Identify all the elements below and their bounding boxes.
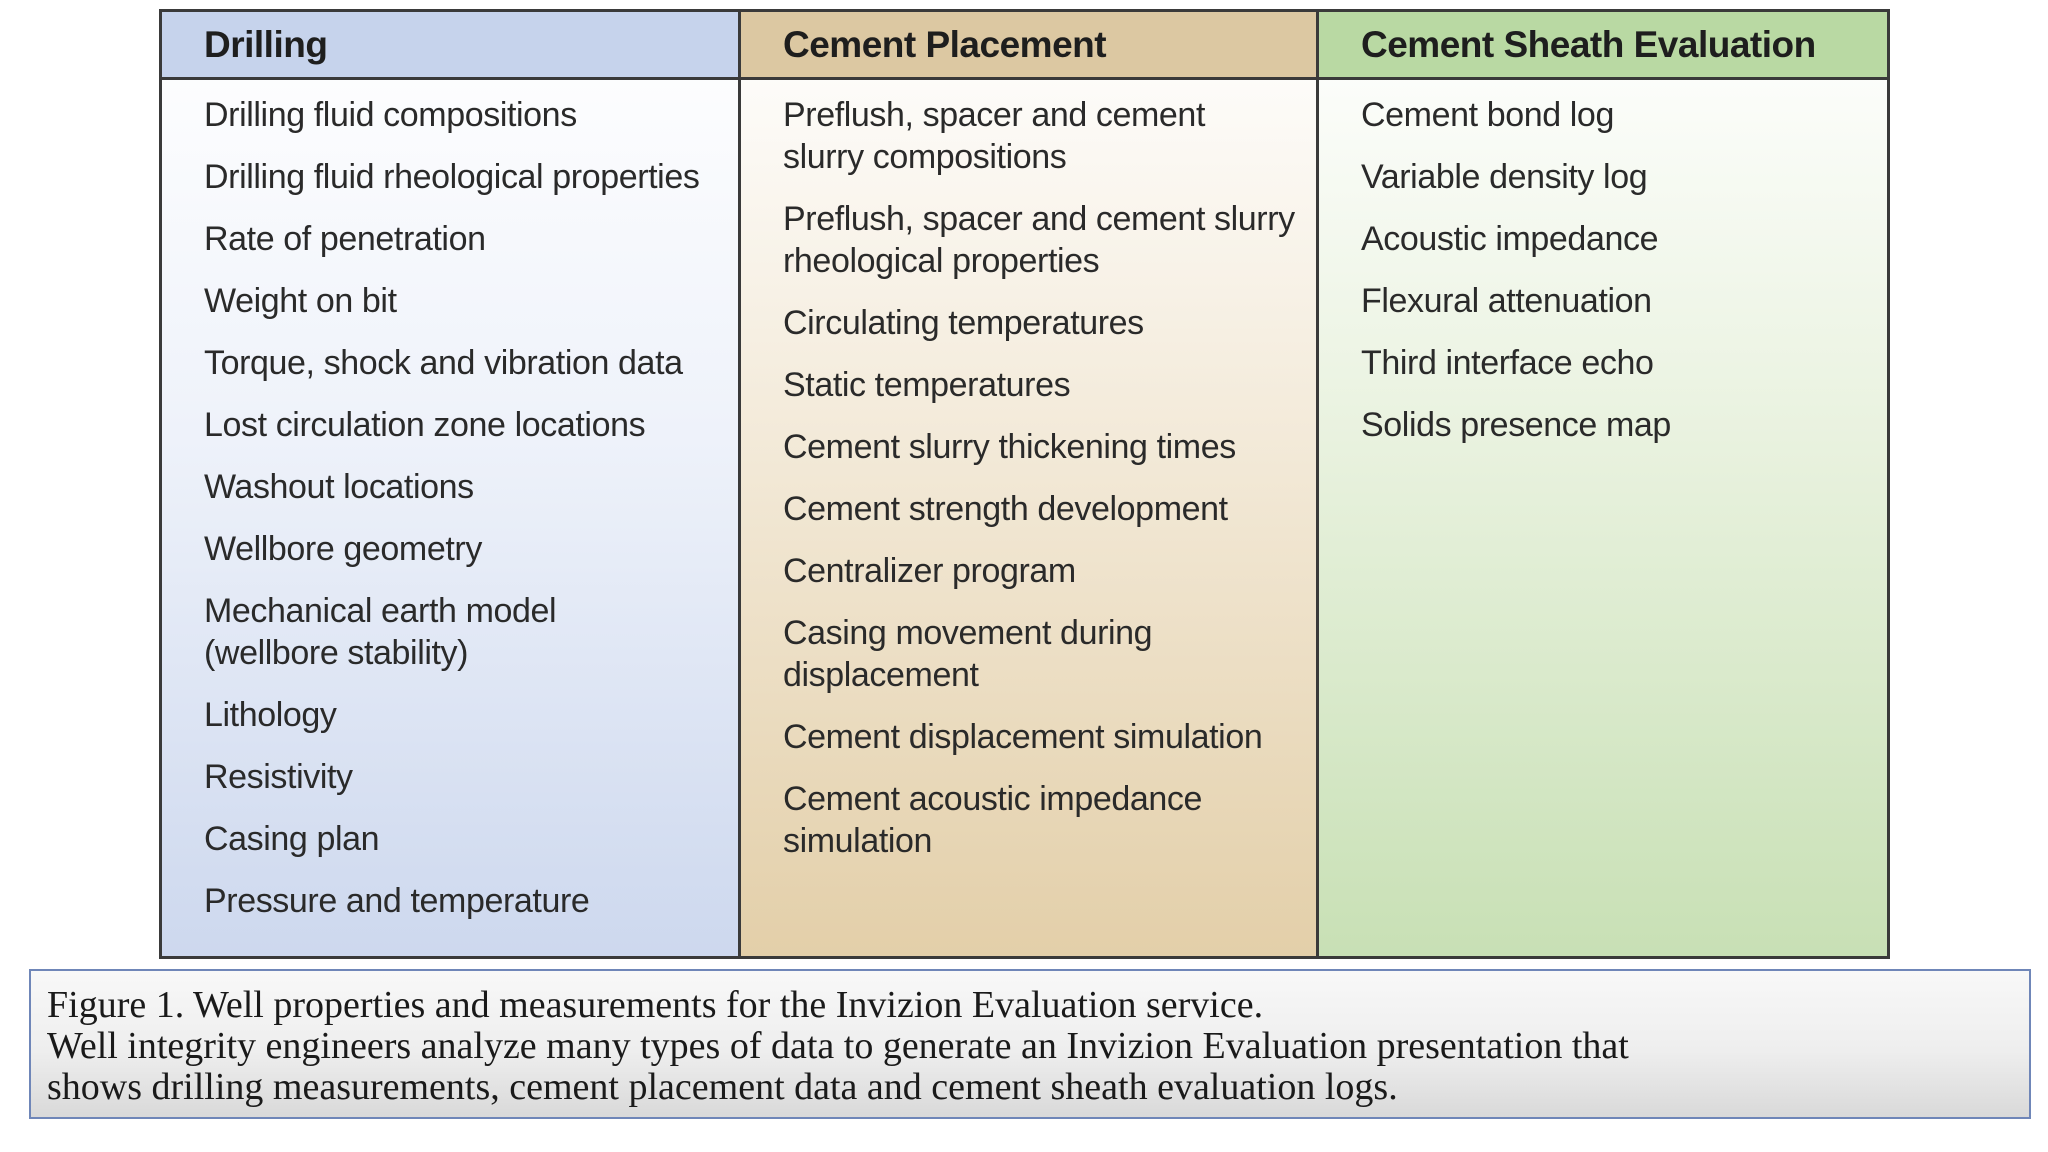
list-item: Preflush, spacer and cement slurry compositions	[783, 96, 1205, 176]
list-item: Acoustic impedance	[1361, 220, 1659, 258]
list-item: Solids presence map	[1361, 406, 1671, 444]
list-item: Washout locations	[204, 468, 474, 506]
list-item: Wellbore geometry	[204, 530, 482, 568]
list-item: Third interface echo	[1361, 344, 1654, 382]
list-item: Casing plan	[204, 820, 380, 858]
list-item: Resistivity	[204, 758, 353, 796]
cement-placement-list	[741, 80, 1316, 862]
list-item: Static temperatures	[783, 366, 1071, 404]
well-data-table	[159, 9, 1890, 959]
cement-placement-column	[738, 12, 1316, 956]
list-item: Lost circulation zone locations	[204, 406, 646, 444]
list-item: Mechanical earth model (wellbore stability)	[204, 592, 557, 672]
list-item: Flexural attenuation	[1361, 282, 1652, 320]
cement-sheath-evaluation-column	[1316, 12, 1887, 956]
list-item: Torque, shock and vibration data	[204, 344, 683, 382]
cement-placement-header: Cement Placement	[741, 12, 1316, 80]
list-item: Preflush, spacer and cement slurry rheological properties	[783, 200, 1295, 280]
list-item: Lithology	[204, 696, 337, 734]
list-item: Cement acoustic impedance simulation	[783, 780, 1203, 860]
list-item: Centralizer program	[783, 552, 1076, 590]
list-item: Circulating temperatures	[783, 304, 1144, 342]
list-item: Cement displacement simulation	[783, 718, 1263, 756]
drilling-column	[162, 12, 738, 956]
cement-sheath-evaluation-list	[1319, 80, 1887, 446]
cement-sheath-evaluation-header: Cement Sheath Evaluation	[1319, 12, 1887, 80]
figure-caption	[29, 969, 2031, 1119]
list-item: Weight on bit	[204, 282, 397, 320]
list-item: Casing movement during displacement	[783, 614, 1153, 694]
caption-title: Figure 1. Well properties and measurements for the Invizion Evaluation service.	[47, 984, 1264, 1026]
caption-text-line: Well integrity engineers analyze many types of data to generate an Invizion Evaluation presentation that	[47, 1025, 1629, 1067]
list-item: Rate of penetration	[204, 220, 486, 258]
list-item: Cement bond log	[1361, 96, 1614, 134]
list-item: Drilling fluid rheological properties	[204, 158, 700, 196]
drilling-list	[162, 80, 738, 922]
list-item: Cement strength development	[783, 490, 1228, 528]
caption-text-line: shows drilling measurements, cement placement data and cement sheath evaluation logs.	[47, 1066, 1398, 1108]
list-item: Cement slurry thickening times	[783, 428, 1236, 466]
list-item: Drilling fluid compositions	[204, 96, 577, 134]
list-item: Variable density log	[1361, 158, 1648, 196]
drilling-header: Drilling	[162, 12, 738, 80]
list-item: Pressure and temperature	[204, 882, 590, 920]
